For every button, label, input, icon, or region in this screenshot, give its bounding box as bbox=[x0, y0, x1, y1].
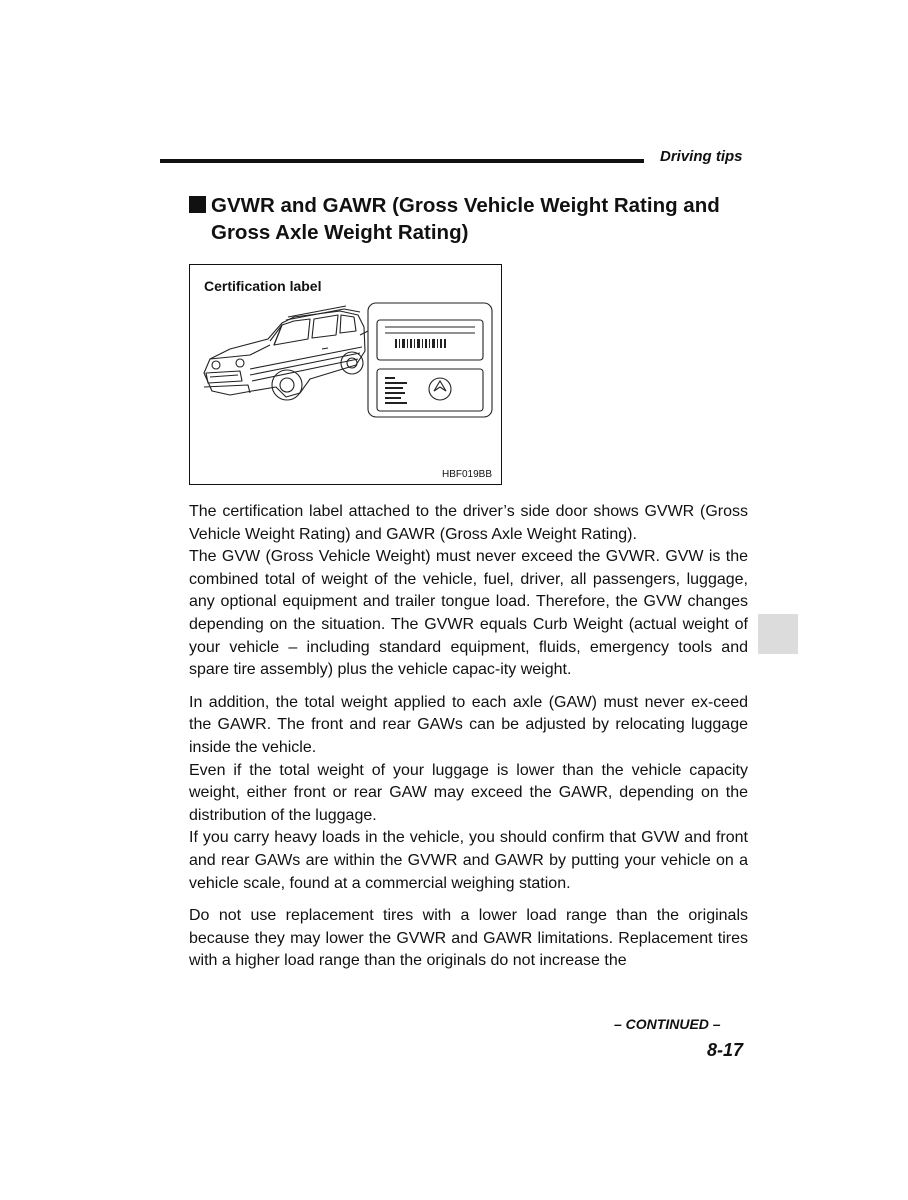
figure-caption: Certification label bbox=[204, 278, 322, 294]
body-paragraph: Even if the total weight of your luggage is lower than the vehicle capacity weight, either front or rear GAW may exceed the GAWR, depending on the distribution of the luggage. bbox=[189, 761, 748, 824]
body-paragraph: Do not use replacement tires with a lower load range than the originals because they may lower the GVWR and GAWR limitations. Replacement tires with a higher load range than the originals do not increase the bbox=[189, 907, 748, 970]
header-rule bbox=[160, 159, 644, 163]
body-text bbox=[189, 501, 748, 973]
page-number: 8-17 bbox=[707, 1040, 744, 1060]
body-paragraph: The certification label attached to the driver’s side door shows GVWR (Gross Vehicle Weight Rating) and GAWR (Gross Axle Weight Rating). bbox=[189, 503, 748, 543]
certification-label-figure bbox=[189, 264, 502, 485]
header-section-title: Driving tips bbox=[660, 148, 743, 165]
body-paragraph: In addition, the total weight applied to each axle (GAW) must never ex-ceed the GAWR. The front and rear GAWs can be adjusted by relocating luggage inside the vehicle. bbox=[189, 693, 748, 756]
car-illustration-icon bbox=[190, 265, 503, 486]
figure-code: HBF019BB bbox=[441, 469, 492, 480]
section-heading-line1: GVWR and GAWR (Gross Vehicle Weight Rating and bbox=[211, 194, 720, 217]
heading-square-bullet-icon bbox=[189, 196, 206, 213]
section-heading bbox=[189, 192, 749, 246]
body-paragraph: The GVW (Gross Vehicle Weight) must never exceed the GVWR. GVW is the combined total of weight of the vehicle, fuel, driver, all passengers, luggage, any optional equipment and trailer tongue load. Therefore, the GVW changes depending on the situation. The GVWR equals Curb Weight (actual weight of your vehicle – including standard equipment, fluids, emergency tools and spare tire assembly) plus the vehicle capac-ity weight. bbox=[189, 548, 748, 679]
section-heading-line2: Gross Axle Weight Rating) bbox=[211, 221, 469, 244]
continued-marker: – CONTINUED – bbox=[614, 1016, 721, 1032]
body-paragraph: If you carry heavy loads in the vehicle, you should confirm that GVW and front and rear GAWs are within the GVWR and GAWR by putting your vehicle on a vehicle scale, found at a commercial weighing station. bbox=[189, 829, 748, 892]
chapter-thumb-tab bbox=[758, 614, 798, 654]
